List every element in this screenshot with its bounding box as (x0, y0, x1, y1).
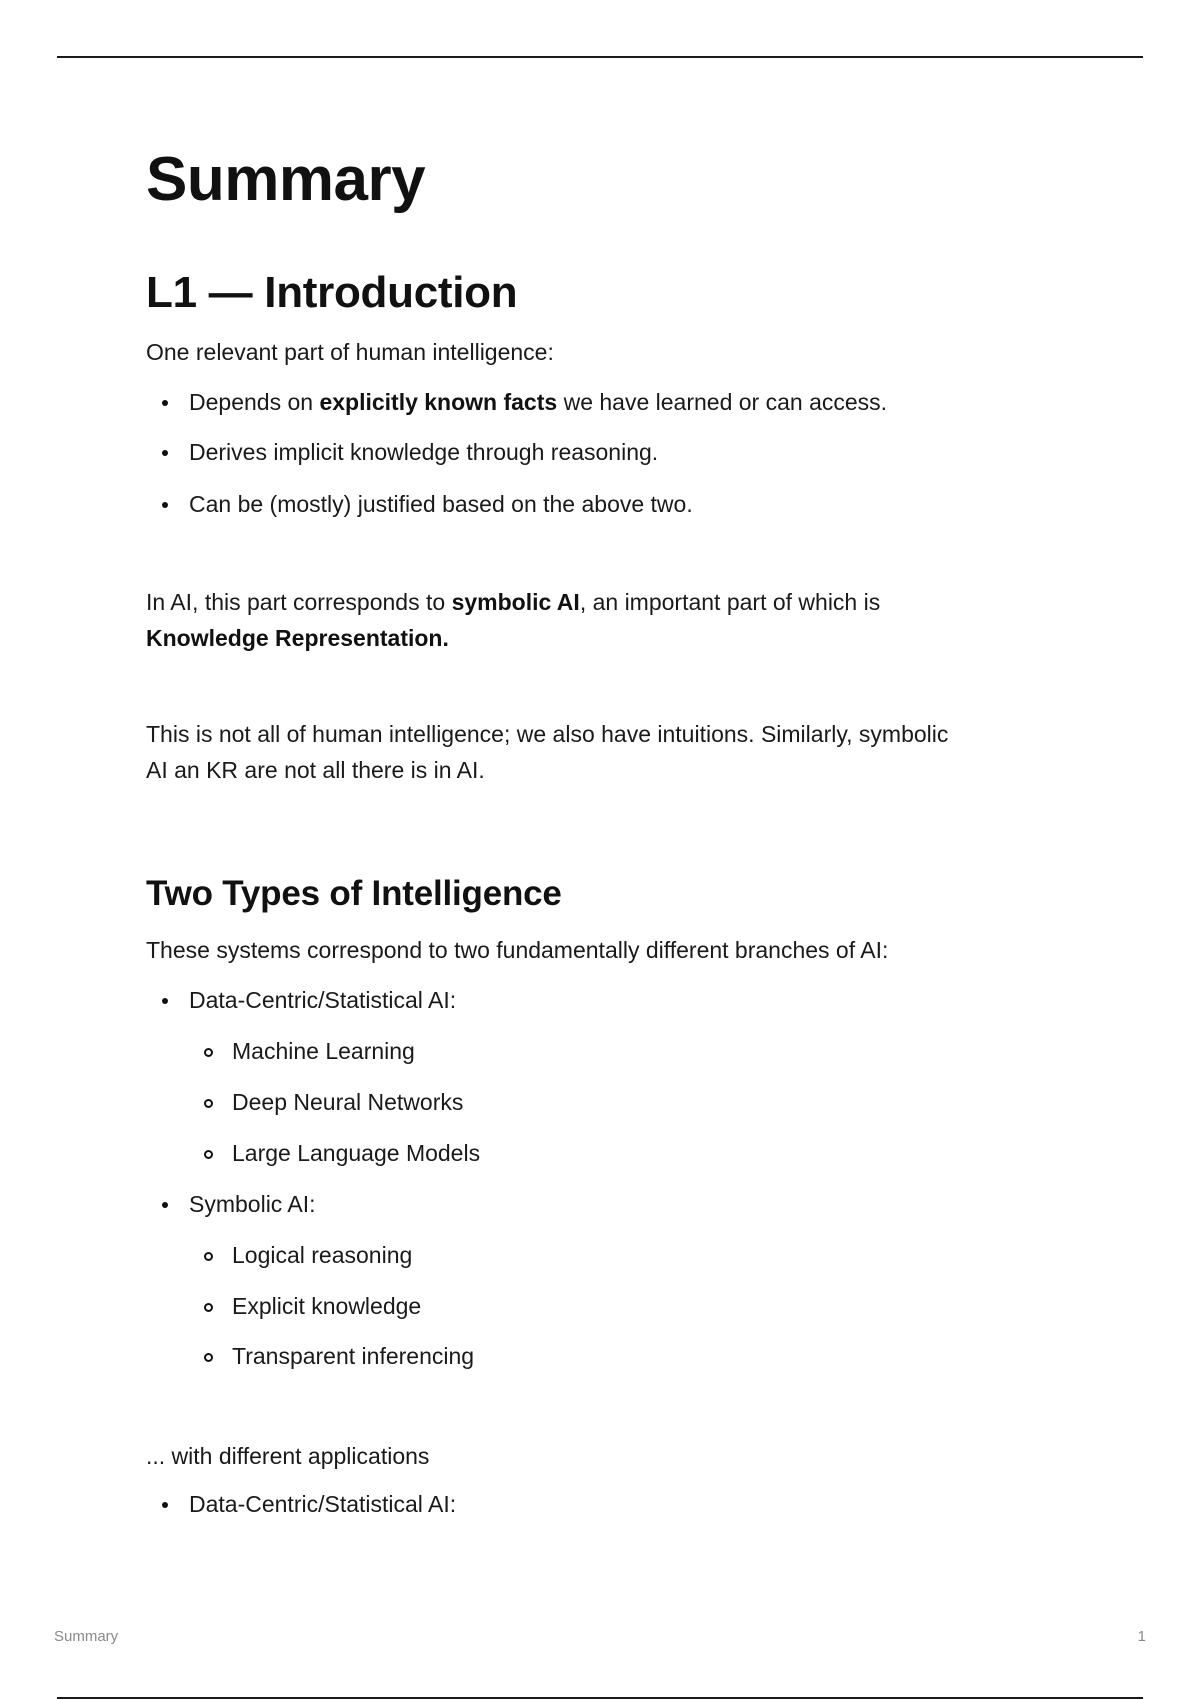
applications-intro: ... with different applications (146, 1443, 430, 1469)
l1-intro: One relevant part of human intelligence: (146, 339, 554, 365)
list-item: Can be (mostly) justified based on the above two. (146, 486, 693, 522)
list-item: Derives implicit knowledge through reasoning. (146, 434, 658, 470)
paragraph-intuitions-line1: This is not all of human intelligence; we also have intuitions. Similarly, symbolic (146, 721, 949, 747)
sub-list-item: Logical reasoning (146, 1237, 412, 1273)
sub-list-item: Machine Learning (146, 1033, 415, 1069)
list-item: Symbolic AI: (146, 1186, 316, 1222)
top-rule (57, 56, 1143, 58)
section-heading-types: Two Types of Intelligence (146, 874, 562, 913)
sub-list-item: Transparent inferencing (146, 1338, 474, 1374)
sub-list-item: Deep Neural Networks (146, 1084, 463, 1120)
page-number: 1 (1137, 1628, 1146, 1645)
paragraph-symbolic-ai-cont: Knowledge Representation. (146, 625, 449, 651)
paragraph-intuitions-line2: AI an KR are not all there is in AI. (146, 757, 485, 783)
list-item: Data-Centric/Statistical AI: (146, 1486, 456, 1522)
list-item: Depends on explicitly known facts we have learned or can access. (146, 384, 887, 420)
footer-title: Summary (54, 1628, 119, 1645)
sub-list-item: Large Language Models (146, 1135, 480, 1171)
bottom-rule (57, 1697, 1143, 1699)
section-heading-l1: L1 — Introduction (146, 268, 518, 317)
list-item: Data-Centric/Statistical AI: (146, 982, 456, 1018)
page-title: Summary (146, 145, 426, 214)
sub-list-item: Explicit knowledge (146, 1288, 421, 1324)
types-intro: These systems correspond to two fundamentally different branches of AI: (146, 937, 889, 963)
paragraph-symbolic-ai: In AI, this part corresponds to symbolic AI, an important part of which is (146, 589, 881, 615)
